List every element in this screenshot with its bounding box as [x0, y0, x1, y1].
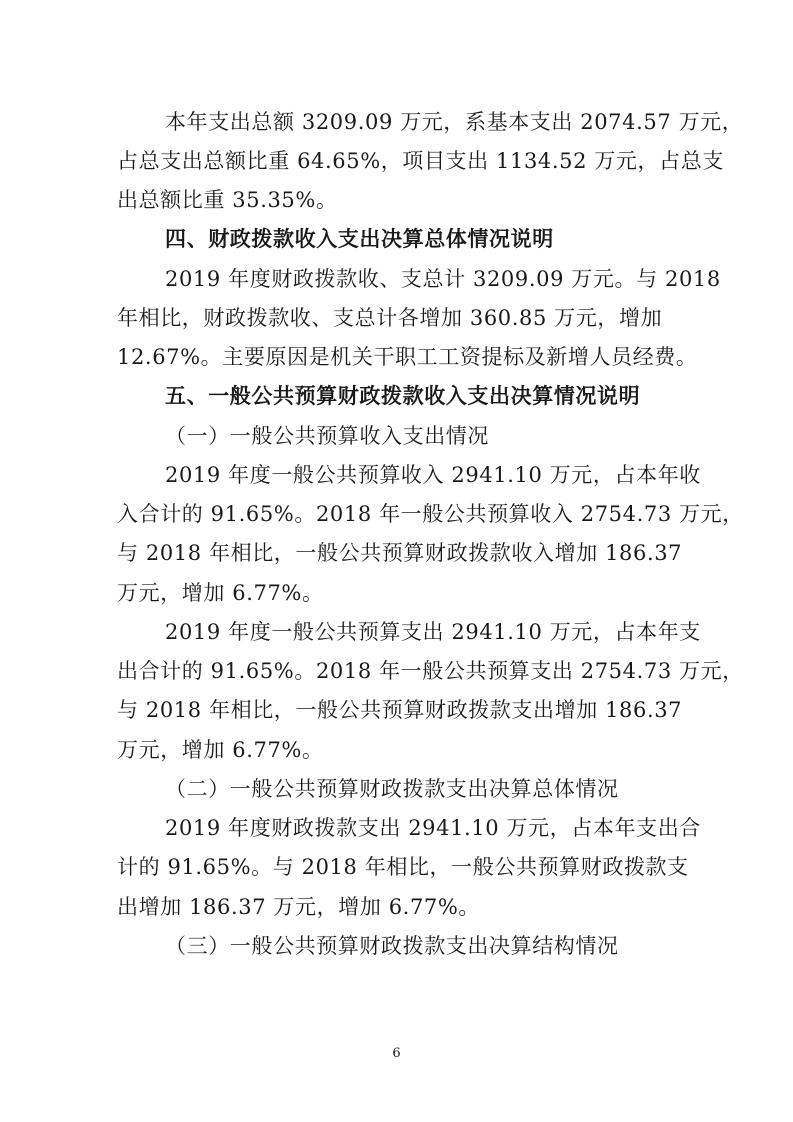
body-text-line: 出合计的 91.65%。2018 年一般公共预算支出 2754.73 万元，	[117, 659, 744, 683]
page-number: 6	[392, 1046, 401, 1061]
subsection-heading: （三）一般公共预算财政拨款支出决算结构情况	[165, 934, 619, 958]
subsection-heading: （二）一般公共预算财政拨款支出决算总体情况	[165, 777, 619, 801]
body-text-line: 2019 年度一般公共预算收入 2941.10 万元，占本年收	[165, 463, 701, 487]
body-text-line: 2019 年度财政拨款收、支总计 3209.09 万元。与 2018	[165, 267, 721, 291]
body-text-line: 出增加 186.37 万元，增加 6.77%。	[117, 895, 481, 919]
body-text-line: 入合计的 91.65%。2018 年一般公共预算收入 2754.73 万元，	[117, 502, 744, 526]
body-text-line: 万元，增加 6.77%。	[117, 581, 324, 605]
body-text-line: 占总支出总额比重 64.65%，项目支出 1134.52 万元，占总支	[117, 149, 724, 173]
body-text-line: 计的 91.65%。与 2018 年相比，一般公共预算财政拨款支	[117, 855, 689, 879]
subsection-heading: （一）一般公共预算收入支出情况	[165, 424, 489, 448]
section-heading: 四、财政拨款收入支出决算总体情况说明	[165, 226, 554, 251]
body-text-line: 本年支出总额 3209.09 万元，系基本支出 2074.57 万元，	[165, 110, 744, 134]
body-text-line: 12.67%。主要原因是机关干职工工资提标及新增人员经费。	[117, 345, 698, 369]
body-text-line: 出总额比重 35.35%。	[117, 188, 338, 212]
body-text-line: 与 2018 年相比，一般公共预算财政拨款支出增加 186.37	[117, 698, 683, 722]
body-text-line: 年相比，财政拨款收、支总计各增加 360.85 万元，增加	[117, 306, 663, 330]
section-heading: 五、一般公共预算财政拨款收入支出决算情况说明	[165, 383, 641, 408]
body-text-line: 2019 年度一般公共预算支出 2941.10 万元，占本年支	[165, 620, 701, 644]
body-text-line: 与 2018 年相比，一般公共预算财政拨款收入增加 186.37	[117, 541, 683, 565]
body-text-line: 2019 年度财政拨款支出 2941.10 万元，占本年支出合	[165, 816, 701, 840]
body-text-line: 万元，增加 6.77%。	[117, 738, 324, 762]
